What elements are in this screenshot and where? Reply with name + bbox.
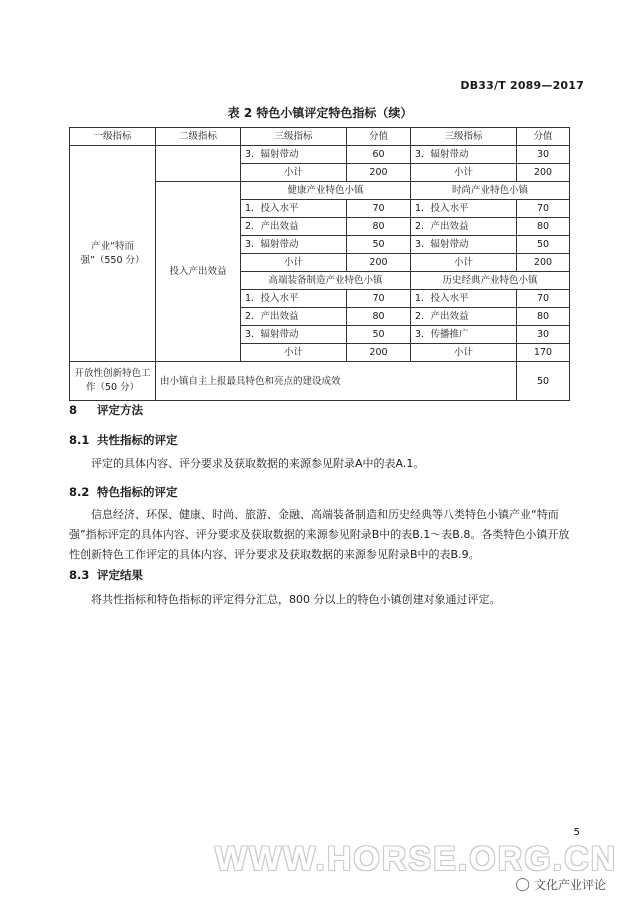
header-level1: 一级指标: [70, 128, 156, 146]
subtotal-label: 小计: [241, 164, 347, 182]
section-title: 评定结果: [97, 568, 144, 582]
cell: 3．辐射带动: [411, 146, 517, 164]
section-number: 8.1: [69, 433, 90, 447]
cell: 30: [517, 326, 570, 344]
cell: 50: [347, 236, 411, 254]
section-8-2-heading: [69, 484, 178, 500]
section-title: 特色指标的评定: [97, 485, 178, 499]
indicator-table: [69, 127, 570, 401]
header-level3-left: 三级指标: [241, 128, 347, 146]
cell: 70: [517, 200, 570, 218]
subtotal-label: 小计: [241, 344, 347, 362]
cell: 80: [517, 218, 570, 236]
brand-watermark: [515, 876, 606, 893]
table-row: [70, 362, 570, 401]
cell: 3．传播推广: [411, 326, 517, 344]
cell: 200: [347, 164, 411, 182]
cell: 70: [347, 200, 411, 218]
cell: 70: [347, 290, 411, 308]
table-header-row: [70, 128, 570, 146]
section-8-3-text: 将共性指标和特色指标的评定得分汇总，800 分以上的特色小镇创建对象通过评定。: [91, 593, 501, 606]
document-code: DB33/T 2089—2017: [460, 79, 584, 92]
level1-open-innovation: 开放性创新特色工作（50 分）: [70, 362, 156, 401]
group-high-end-equipment: 高端装备制造产业特色小镇: [241, 272, 411, 290]
group-fashion: 时尚产业特色小镇: [411, 182, 570, 200]
section-number: 8.3: [69, 568, 90, 582]
section-8-3-heading: [69, 567, 143, 583]
cell: 1．投入水平: [241, 200, 347, 218]
cell: 3．辐射带动: [241, 146, 347, 164]
subtotal-label: 小计: [411, 344, 517, 362]
group-historical-classic: 历史经典产业特色小镇: [411, 272, 570, 290]
group-health: 健康产业特色小镇: [241, 182, 411, 200]
cell: 1．投入水平: [411, 200, 517, 218]
cell: 2．产出效益: [411, 218, 517, 236]
section-title: 共性指标的评定: [97, 433, 178, 447]
section-number: 8.2: [69, 485, 90, 499]
cell: 2．产出效益: [241, 218, 347, 236]
page-number: 5: [573, 827, 580, 838]
cell: 80: [347, 218, 411, 236]
cell: 2．产出效益: [241, 308, 347, 326]
level1-industry: 产业“特而强”（550 分）: [70, 146, 156, 362]
cell: 1．投入水平: [411, 290, 517, 308]
brand-name: 文化产业评论: [533, 878, 606, 892]
header-score-right: 分值: [517, 128, 570, 146]
level2-blank: [156, 146, 241, 182]
cell: 50: [347, 326, 411, 344]
cell: 80: [517, 308, 570, 326]
section-title: 评定方法: [97, 403, 144, 417]
cell: 3．辐射带动: [241, 236, 347, 254]
section-8-1-heading: [69, 432, 178, 448]
cell: 1．投入水平: [241, 290, 347, 308]
open-innovation-description: 由小镇自主上报最具特色和亮点的建设成效: [156, 362, 517, 401]
subtotal-label: 小计: [411, 254, 517, 272]
table-title: 表 2 特色小镇评定特色指标（续）: [227, 106, 413, 120]
cell: 30: [517, 146, 570, 164]
open-innovation-score: 50: [517, 362, 570, 401]
header-level3-right: 三级指标: [411, 128, 517, 146]
cell: 2．产出效益: [411, 308, 517, 326]
cell: 3．辐射带动: [411, 236, 517, 254]
cell: 80: [347, 308, 411, 326]
site-watermark: WWW.HORSE.ORG.CN: [215, 840, 618, 878]
cell: 200: [347, 254, 411, 272]
cell: 200: [517, 254, 570, 272]
section-8-1-text: 评定的具体内容、评分要求及获取数据的来源参见附录A中的表A.1。: [91, 457, 425, 470]
header-score-left: 分值: [347, 128, 411, 146]
cell: 170: [517, 344, 570, 362]
level2-input-output: 投入产出效益: [156, 182, 241, 362]
cell: 70: [517, 290, 570, 308]
header-level2: 二级指标: [156, 128, 241, 146]
wechat-icon: ◯: [515, 877, 530, 892]
section-8-2-text: 信息经济、环保、健康、时尚、旅游、金融、高端装备制造和历史经典等八类特色小镇产业“特而强”指标评定的具体内容、评分要求及获取数据的来源参见附录B中的表B.1～表B.8。各类特色小镇开放性创新特色工作评定的具体内容、评分要求及获取数据的来源参见附录B中的表B.9。: [69, 508, 570, 561]
section-8-heading: [69, 402, 143, 418]
table-row: [70, 146, 570, 164]
cell: 50: [517, 236, 570, 254]
section-number: 8: [69, 403, 78, 417]
subtotal-label: 小计: [241, 254, 347, 272]
cell: 200: [347, 344, 411, 362]
cell: 200: [517, 164, 570, 182]
subtotal-label: 小计: [411, 164, 517, 182]
cell: 60: [347, 146, 411, 164]
cell: 3．辐射带动: [241, 326, 347, 344]
